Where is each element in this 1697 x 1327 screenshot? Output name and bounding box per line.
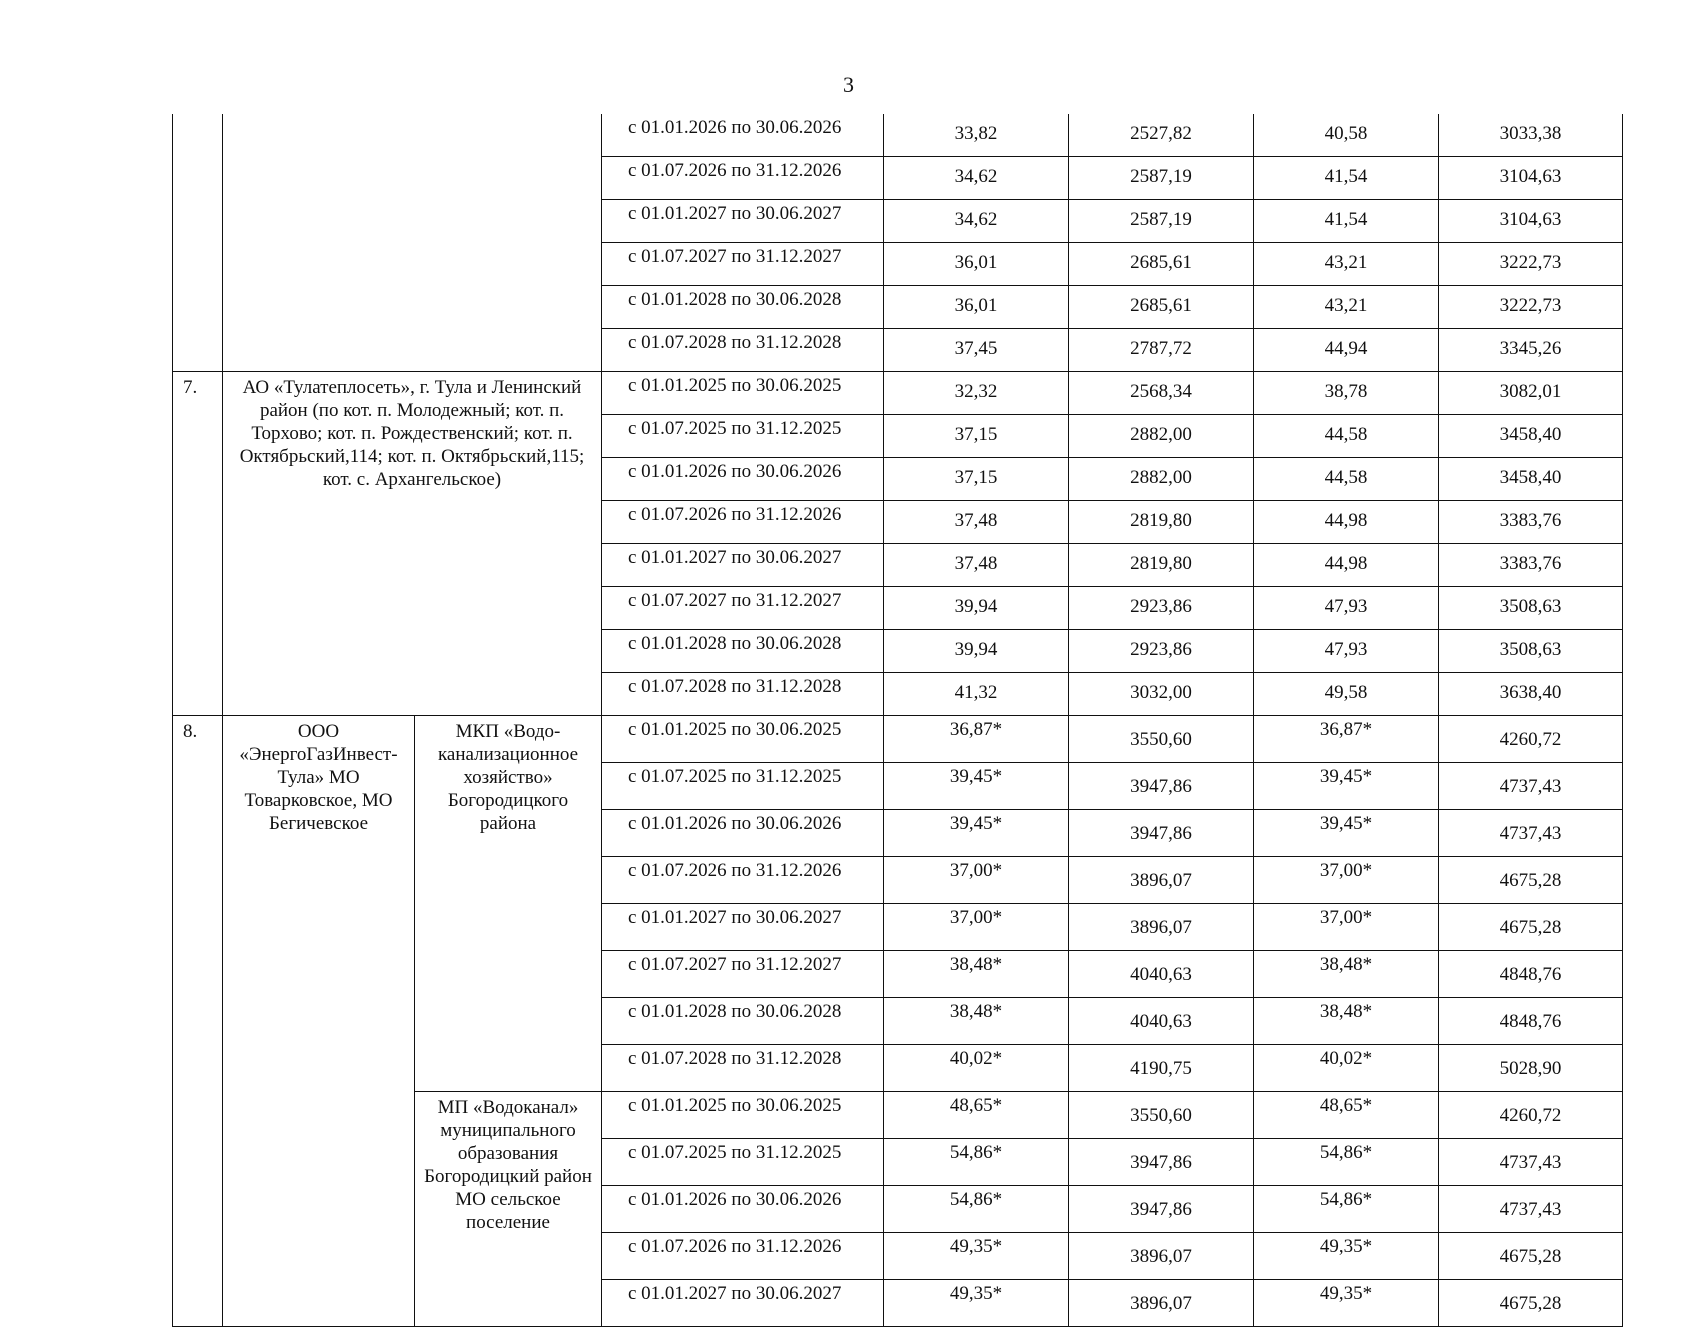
tariff-value-c3: 39,45*: [1254, 810, 1439, 857]
row-number-cell: 8.: [173, 716, 223, 1327]
tariff-value-c4: 3638,40: [1439, 673, 1623, 716]
tariff-value-c1: 39,45*: [884, 763, 1069, 810]
tariff-value-c1: 36,01: [884, 286, 1069, 329]
tariff-value-c4: 3222,73: [1439, 243, 1623, 286]
tariff-value-c1: 37,00*: [884, 904, 1069, 951]
period-cell: с 01.01.2026 по 30.06.2026: [602, 114, 884, 157]
tariff-value-c3: 49,35*: [1254, 1233, 1439, 1280]
tariff-value-c3: 38,48*: [1254, 998, 1439, 1045]
period-cell: с 01.07.2027 по 31.12.2027: [602, 587, 884, 630]
period-cell: с 01.01.2027 по 30.06.2027: [602, 904, 884, 951]
tariff-value-c3: 44,98: [1254, 544, 1439, 587]
period-cell: с 01.01.2025 по 30.06.2025: [602, 1092, 884, 1139]
tariff-value-c4: 3104,63: [1439, 157, 1623, 200]
tariff-value-c2: 2527,82: [1069, 114, 1254, 157]
tariff-value-c1: 34,62: [884, 200, 1069, 243]
tariff-value-c2: 3947,86: [1069, 763, 1254, 810]
tariff-value-c4: 3508,63: [1439, 630, 1623, 673]
tariff-value-c4: 4737,43: [1439, 1139, 1623, 1186]
tariff-value-c1: 54,86*: [884, 1186, 1069, 1233]
tariff-value-c1: 37,15: [884, 415, 1069, 458]
row-number-cell: 7.: [173, 372, 223, 716]
tariff-value-c1: 39,94: [884, 630, 1069, 673]
table-row: [173, 372, 1623, 415]
tariff-value-c3: 44,94: [1254, 329, 1439, 372]
period-cell: с 01.01.2028 по 30.06.2028: [602, 998, 884, 1045]
tariff-value-c1: 48,65*: [884, 1092, 1069, 1139]
tariff-value-c1: 39,94: [884, 587, 1069, 630]
tariff-value-c4: 3508,63: [1439, 587, 1623, 630]
tariff-value-c3: 44,98: [1254, 501, 1439, 544]
table-row: [173, 716, 1623, 763]
tariff-value-c4: 3222,73: [1439, 286, 1623, 329]
period-cell: с 01.01.2026 по 30.06.2026: [602, 458, 884, 501]
tariff-value-c4: 3458,40: [1439, 415, 1623, 458]
tariff-value-c1: 39,45*: [884, 810, 1069, 857]
tariff-value-c2: 2923,86: [1069, 587, 1254, 630]
tariff-value-c2: 4190,75: [1069, 1045, 1254, 1092]
tariff-value-c3: 48,65*: [1254, 1092, 1439, 1139]
tariff-value-c1: 33,82: [884, 114, 1069, 157]
tariff-value-c3: 54,86*: [1254, 1139, 1439, 1186]
tariff-value-c1: 49,35*: [884, 1280, 1069, 1327]
tariff-value-c2: 2923,86: [1069, 630, 1254, 673]
tariff-value-c4: 4260,72: [1439, 716, 1623, 763]
tariff-value-c1: 37,15: [884, 458, 1069, 501]
tariff-value-c2: 4040,63: [1069, 998, 1254, 1045]
tariff-value-c3: 37,00*: [1254, 904, 1439, 951]
tariff-value-c1: 34,62: [884, 157, 1069, 200]
tariff-value-c1: 38,48*: [884, 998, 1069, 1045]
period-cell: с 01.07.2025 по 31.12.2025: [602, 1139, 884, 1186]
tariff-value-c3: 47,93: [1254, 630, 1439, 673]
tariff-value-c4: 4848,76: [1439, 951, 1623, 998]
tariff-value-c4: 4737,43: [1439, 810, 1623, 857]
tariff-value-c4: 4848,76: [1439, 998, 1623, 1045]
tariff-value-c3: 40,02*: [1254, 1045, 1439, 1092]
tariff-value-c2: 4040,63: [1069, 951, 1254, 998]
tariff-value-c2: 3896,07: [1069, 857, 1254, 904]
tariff-table: [172, 114, 1623, 1327]
tariff-value-c2: 2568,34: [1069, 372, 1254, 415]
tariff-value-c3: 54,86*: [1254, 1186, 1439, 1233]
tariff-value-c3: 43,21: [1254, 243, 1439, 286]
tariff-value-c2: 2882,00: [1069, 458, 1254, 501]
tariff-value-c3: 43,21: [1254, 286, 1439, 329]
tariff-value-c3: 41,54: [1254, 157, 1439, 200]
period-cell: с 01.01.2028 по 30.06.2028: [602, 286, 884, 329]
period-cell: с 01.01.2027 по 30.06.2027: [602, 544, 884, 587]
page-number: 3: [843, 72, 854, 97]
row-number-cell: [173, 114, 223, 372]
tariff-value-c1: 54,86*: [884, 1139, 1069, 1186]
supplier-cell: МКП «Водо-канализационное хозяйство» Богородицкого района: [415, 716, 602, 1092]
tariff-value-c4: 4675,28: [1439, 1280, 1623, 1327]
tariff-value-c1: 37,00*: [884, 857, 1069, 904]
organization-cell: АО «Тулатеплосеть», г. Тула и Ленинский район (по кот. п. Молодежный; кот. п. Торхово; кот. п. Рождественский; кот. п. Октябрьский,114; кот. п. Октябрьский,115; кот. с. Архангельское): [223, 372, 602, 716]
tariff-value-c2: 3896,07: [1069, 1280, 1254, 1327]
tariff-value-c3: 38,78: [1254, 372, 1439, 415]
tariff-value-c4: 3082,01: [1439, 372, 1623, 415]
period-cell: с 01.07.2026 по 31.12.2026: [602, 501, 884, 544]
tariff-value-c2: 2685,61: [1069, 243, 1254, 286]
tariff-value-c3: 39,45*: [1254, 763, 1439, 810]
period-cell: с 01.07.2028 по 31.12.2028: [602, 329, 884, 372]
tariff-value-c2: 3550,60: [1069, 1092, 1254, 1139]
period-cell: с 01.07.2026 по 31.12.2026: [602, 1233, 884, 1280]
tariff-value-c2: 3550,60: [1069, 716, 1254, 763]
tariff-value-c2: 2587,19: [1069, 157, 1254, 200]
tariff-value-c2: 3947,86: [1069, 1139, 1254, 1186]
period-cell: с 01.01.2027 по 30.06.2027: [602, 200, 884, 243]
tariff-value-c1: 37,45: [884, 329, 1069, 372]
tariff-value-c2: 3947,86: [1069, 1186, 1254, 1233]
tariff-value-c4: 3383,76: [1439, 544, 1623, 587]
period-cell: с 01.07.2026 по 31.12.2026: [602, 157, 884, 200]
tariff-value-c2: 2787,72: [1069, 329, 1254, 372]
period-cell: с 01.07.2027 по 31.12.2027: [602, 951, 884, 998]
tariff-value-c2: 2819,80: [1069, 501, 1254, 544]
tariff-value-c2: 3896,07: [1069, 904, 1254, 951]
tariff-value-c4: 3458,40: [1439, 458, 1623, 501]
period-cell: с 01.07.2028 по 31.12.2028: [602, 673, 884, 716]
period-cell: с 01.01.2025 по 30.06.2025: [602, 372, 884, 415]
tariff-value-c4: 4675,28: [1439, 904, 1623, 951]
period-cell: с 01.07.2026 по 31.12.2026: [602, 857, 884, 904]
tariff-value-c4: 4737,43: [1439, 1186, 1623, 1233]
supplier-cell: МП «Водоканал» муниципального образования Богородицкий район МО сельское поселение: [415, 1092, 602, 1327]
period-cell: с 01.07.2025 по 31.12.2025: [602, 763, 884, 810]
tariff-value-c3: 37,00*: [1254, 857, 1439, 904]
tariff-value-c1: 37,48: [884, 501, 1069, 544]
period-cell: с 01.01.2028 по 30.06.2028: [602, 630, 884, 673]
tariff-value-c1: 36,87*: [884, 716, 1069, 763]
tariff-value-c2: 2819,80: [1069, 544, 1254, 587]
tariff-value-c3: 38,48*: [1254, 951, 1439, 998]
period-cell: с 01.01.2026 по 30.06.2026: [602, 810, 884, 857]
tariff-value-c4: 5028,90: [1439, 1045, 1623, 1092]
period-cell: с 01.07.2028 по 31.12.2028: [602, 1045, 884, 1092]
period-cell: с 01.07.2027 по 31.12.2027: [602, 243, 884, 286]
period-cell: с 01.01.2027 по 30.06.2027: [602, 1280, 884, 1327]
tariff-value-c2: 2587,19: [1069, 200, 1254, 243]
organization-cell: ООО «ЭнергоГазИнвест-Тула» МО Товарковское, МО Бегичевское: [223, 716, 415, 1327]
tariff-value-c2: 2882,00: [1069, 415, 1254, 458]
tariff-value-c1: 36,01: [884, 243, 1069, 286]
period-cell: с 01.01.2026 по 30.06.2026: [602, 1186, 884, 1233]
tariff-value-c3: 40,58: [1254, 114, 1439, 157]
tariff-value-c1: 40,02*: [884, 1045, 1069, 1092]
tariff-value-c4: 4260,72: [1439, 1092, 1623, 1139]
tariff-value-c4: 3033,38: [1439, 114, 1623, 157]
tariff-value-c4: 4675,28: [1439, 857, 1623, 904]
tariff-value-c2: 3032,00: [1069, 673, 1254, 716]
organization-cell: [223, 114, 602, 372]
tariff-value-c4: 4737,43: [1439, 763, 1623, 810]
tariff-value-c3: 49,35*: [1254, 1280, 1439, 1327]
tariff-value-c4: 3104,63: [1439, 200, 1623, 243]
tariff-value-c4: 4675,28: [1439, 1233, 1623, 1280]
tariff-value-c1: 49,35*: [884, 1233, 1069, 1280]
tariff-value-c4: 3345,26: [1439, 329, 1623, 372]
tariff-value-c4: 3383,76: [1439, 501, 1623, 544]
tariff-value-c3: 49,58: [1254, 673, 1439, 716]
tariff-value-c3: 44,58: [1254, 415, 1439, 458]
table-row: [173, 114, 1623, 157]
tariff-value-c2: 2685,61: [1069, 286, 1254, 329]
tariff-value-c1: 32,32: [884, 372, 1069, 415]
period-cell: с 01.07.2025 по 31.12.2025: [602, 415, 884, 458]
tariff-value-c1: 41,32: [884, 673, 1069, 716]
tariff-value-c2: 3896,07: [1069, 1233, 1254, 1280]
tariff-value-c3: 36,87*: [1254, 716, 1439, 763]
tariff-value-c1: 38,48*: [884, 951, 1069, 998]
tariff-value-c3: 44,58: [1254, 458, 1439, 501]
tariff-value-c1: 37,48: [884, 544, 1069, 587]
period-cell: с 01.01.2025 по 30.06.2025: [602, 716, 884, 763]
tariff-value-c3: 47,93: [1254, 587, 1439, 630]
tariff-value-c3: 41,54: [1254, 200, 1439, 243]
tariff-value-c2: 3947,86: [1069, 810, 1254, 857]
